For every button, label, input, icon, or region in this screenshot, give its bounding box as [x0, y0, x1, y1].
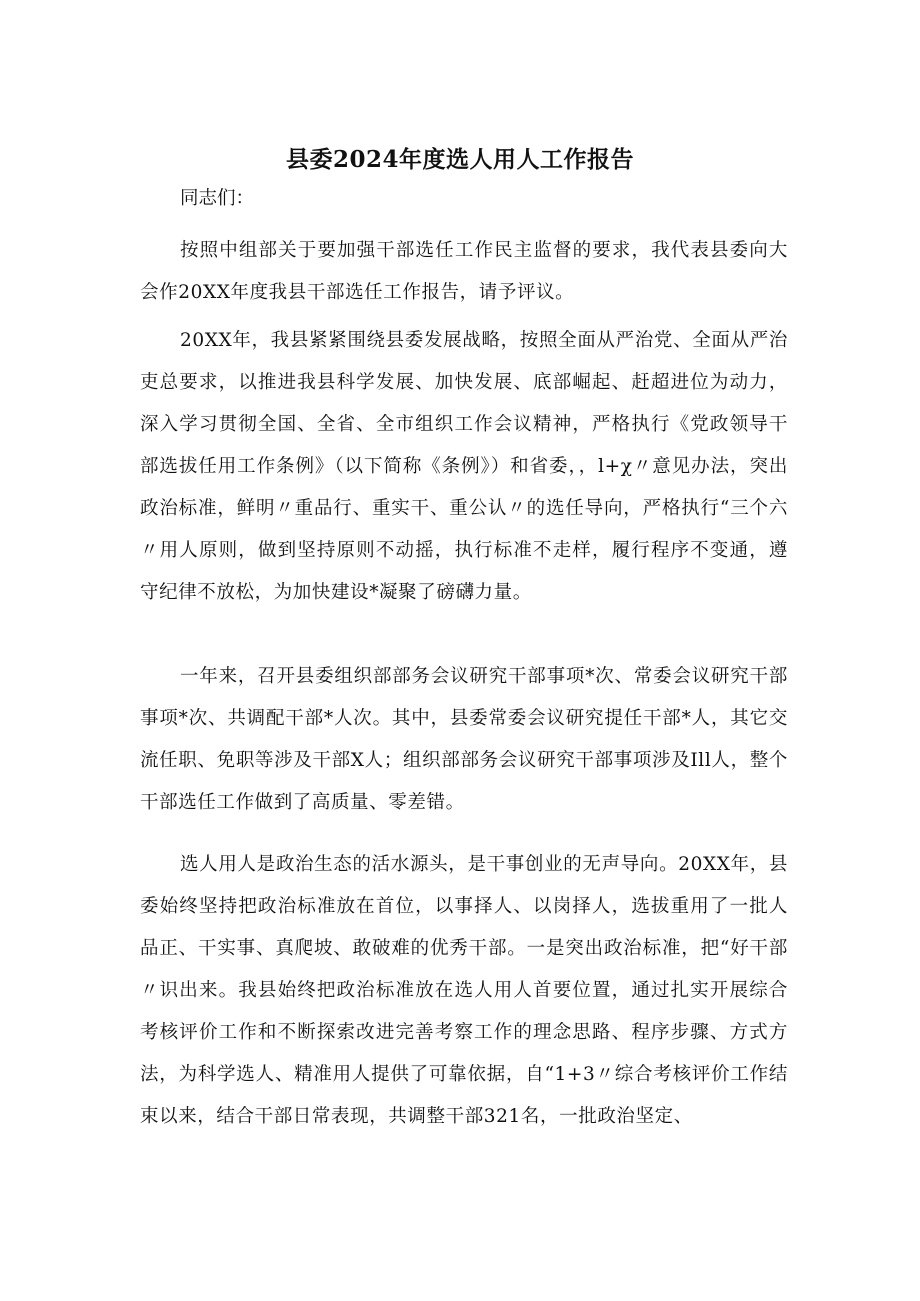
- salutation: 同志们：: [180, 188, 255, 209]
- paragraph-intro: 按照中组部关于要加强干部选任工作民主监督的要求，我代表县委向大会作20XX年度我县干部选任工作报告，请予评议。: [140, 240, 788, 303]
- document-title: 县委2024年度选人用人工作报告: [285, 146, 634, 174]
- paragraph-overview: 20XX年，我县紧紧围绕县委发展战略，按照全面从严治党、全面从严治吏总要求，以推进我县科学发展、加快发展、底部崛起、赶超进位为动力，深入学习贯彻全国、全省、全市组织工作会议精神，严格执行《党政领导干部选拔任用工作条例》（以下简称《条例》）和省委，，l+χ〃意见办法，突出政治标准，鲜明〃重品行、重实干、重公认〃的选任导向，严格执行“三个六〃用人原则，做到坚持原则不动摇，执行标准不走样，履行程序不变通，遵守纪律不放松，为加快建设*凝聚了磅礴力量。: [140, 330, 788, 603]
- paragraph-political-standard: 选人用人是政治生态的活水源头，是干事创业的无声导向。20XX年，县委始终坚持把政治标准放在首位，以事择人、以岗择人，选拔重用了一批人品正、干实事、真爬坡、敢破难的优秀干部。一是突出政治标准，把“好干部〃识出来。我县始终把政治标准放在选人用人首要位置，通过扎实开展综合考核评价工作和不断探索改进完善考察工作的理念思路、程序步骤、方式方法，为科学选人、精准用人提供了可靠依据，自“1+3〃综合考核评价工作结束以来，结合干部日常表现，共调整干部321名，一批政治坚定、: [140, 854, 788, 1127]
- paragraph-statistics: 一年来，召开县委组织部部务会议研究干部事项*次、常委会议研究干部事项*次、共调配干部*人次。其中，县委常委会议研究提任干部*人，其它交流任职、免职等涉及干部X人；组织部部务会议研究干部事项涉及Ill人，整个干部选任工作做到了高质量、零差错。: [140, 666, 788, 813]
